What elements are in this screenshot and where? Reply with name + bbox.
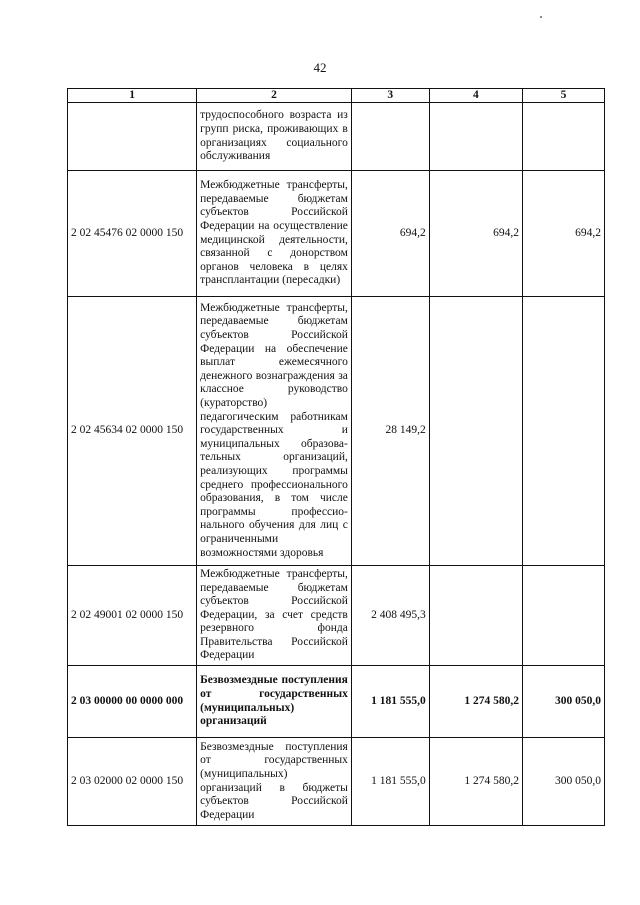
value-col4 — [429, 103, 522, 171]
value-col5: 694,2 — [522, 171, 604, 297]
description: Межбюджетные трансферты, передаваемые бюджетам субъектов Российской Федерации на обеспечение выплат ежемесячного денежного вознаграждения за классное руководство (кураторство) педагогическим работникам государственных и муниципальных образова-тельных организаций, реализующих программы среднего профессионального образования, в том числе программы профессио-нального обучения для лиц с ограниченными возможностями здоровья — [197, 297, 352, 566]
column-header: 3 — [351, 89, 429, 103]
description: Межбюджетные трансферты, передаваемые бюджетам субъектов Российской Федерации, за счет средств резервного фонда Правительства Российской Федерации — [197, 566, 352, 666]
description: Безвозмездные поступления от государственных (муниципальных) организаций в бюджеты субъектов Российской Федерации — [197, 738, 352, 826]
value-col3: 694,2 — [351, 171, 429, 297]
budget-code: 2 02 45476 02 0000 150 — [68, 171, 197, 297]
value-col4: 1 274 580,2 — [429, 666, 522, 738]
table-row — [68, 666, 605, 738]
budget-code: 2 02 45634 02 0000 150 — [68, 297, 197, 566]
value-col4: 694,2 — [429, 171, 522, 297]
value-col5 — [522, 297, 604, 566]
scan-mark — [540, 16, 542, 18]
page-number: 42 — [313, 60, 327, 75]
header-row — [68, 89, 605, 103]
value-col5: 300 050,0 — [522, 738, 604, 826]
budget-code: 2 03 02000 02 0000 150 — [68, 738, 197, 826]
value-col3: 2 408 495,3 — [351, 566, 429, 666]
budget-table — [67, 88, 605, 826]
column-header: 1 — [68, 89, 197, 103]
column-header: 5 — [522, 89, 604, 103]
value-col5 — [522, 103, 604, 171]
budget-code — [68, 103, 197, 171]
table-row — [68, 171, 605, 297]
value-col4: 1 274 580,2 — [429, 738, 522, 826]
value-col5: 300 050,0 — [522, 666, 604, 738]
table-row — [68, 297, 605, 566]
table-row — [68, 103, 605, 171]
description: трудоспособного возраста из групп риска, проживающих в организациях социального обслуживания — [197, 103, 352, 171]
value-col3: 1 181 555,0 — [351, 738, 429, 826]
budget-code: 2 03 00000 00 0000 000 — [68, 666, 197, 738]
column-header: 4 — [429, 89, 522, 103]
value-col4 — [429, 566, 522, 666]
description: Межбюджетные трансферты, передаваемые бюджетам субъектов Российской Федерации на осуществление медицинской деятельности, связанной с донорством органов человека в целях трансплантации (пересадки) — [197, 171, 352, 297]
table-row — [68, 566, 605, 666]
value-col3 — [351, 103, 429, 171]
value-col5 — [522, 566, 604, 666]
description: Безвозмездные поступления от государственных (муниципальных) организаций — [197, 666, 352, 738]
value-col3: 1 181 555,0 — [351, 666, 429, 738]
column-header: 2 — [197, 89, 352, 103]
table-row — [68, 738, 605, 826]
value-col3: 28 149,2 — [351, 297, 429, 566]
value-col4 — [429, 297, 522, 566]
budget-code: 2 02 49001 02 0000 150 — [68, 566, 197, 666]
